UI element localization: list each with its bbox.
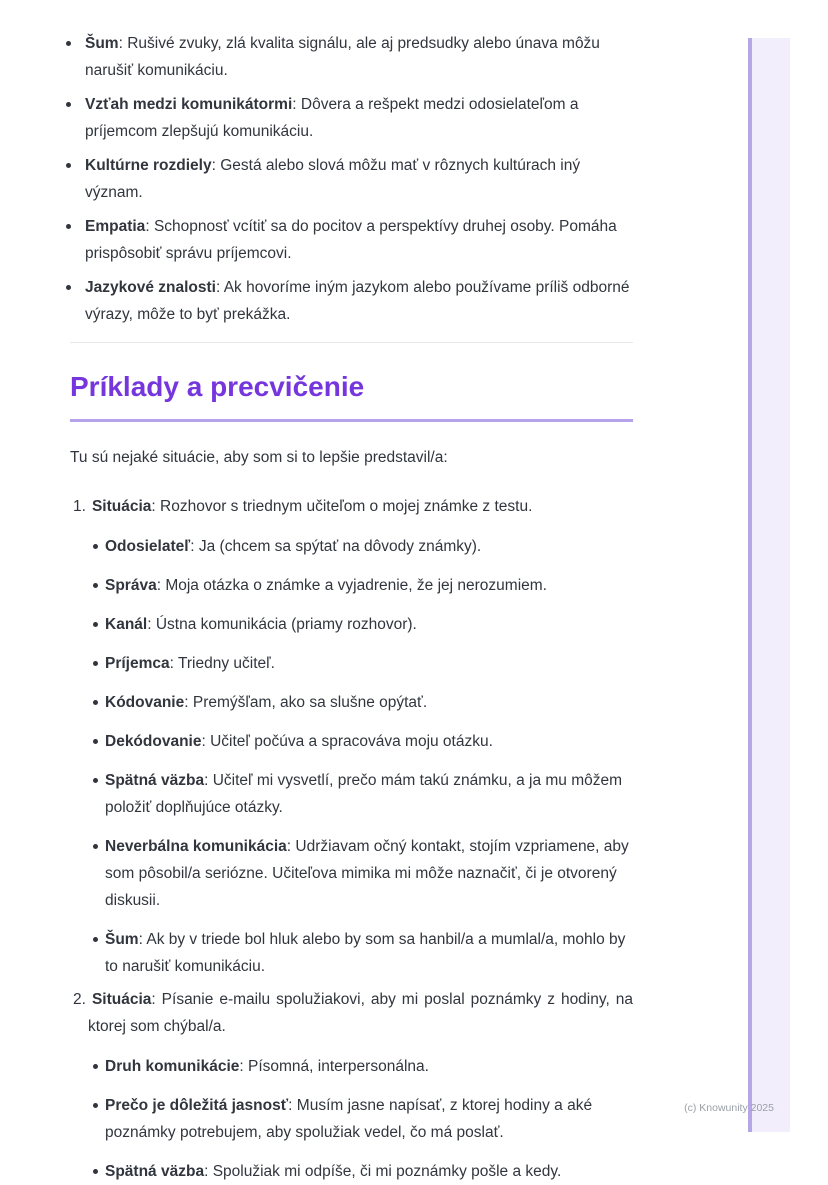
situation-number: 1. xyxy=(73,498,86,515)
term-label: Spätná väzba xyxy=(105,1163,205,1180)
term-label: Kódovanie xyxy=(105,694,185,711)
item-text: Triedny učiteľ. xyxy=(177,655,275,672)
situation-text: Písanie e-mailu spolužiakovi, aby mi poslal poznámky z hodiny, na ktorej som chýbal/a. xyxy=(88,991,633,1035)
term-label: Neverbálna komunikácia xyxy=(105,838,287,855)
situation-text: Rozhovor s triednym učiteľom o mojej známke z testu. xyxy=(160,498,533,515)
item-text: Písomná, interpersonálna. xyxy=(248,1058,429,1075)
item-text: Ak hovoríme iným jazykom alebo používame príliš odborné výrazy, môže to byť prekážka. xyxy=(85,279,630,323)
term-label: Jazykové znalosti xyxy=(85,279,216,296)
term-label: Empatia xyxy=(85,218,146,235)
scrollbar-thumb[interactable] xyxy=(748,38,752,1132)
situation-term: Situácia xyxy=(91,498,152,515)
item-text: Spolužiak mi odpíše, či mi poznámky pošle a kedy. xyxy=(212,1163,562,1180)
separator: : xyxy=(215,279,224,296)
separator: : xyxy=(201,733,211,750)
separator: : xyxy=(138,931,147,948)
term-label: Správa xyxy=(105,577,157,594)
situation-details-list xyxy=(70,533,633,980)
list-item xyxy=(70,213,633,267)
list-item xyxy=(70,650,633,677)
list-item xyxy=(70,767,633,821)
section-heading: Príklady a precvičenie xyxy=(70,369,633,422)
situation-2 xyxy=(70,986,633,1185)
item-text: Rušivé zvuky, zlá kvalita signálu, ale aj predsudky alebo únava môžu narušiť komunikáciu. xyxy=(85,35,600,79)
separator: : xyxy=(156,577,166,594)
item-text: Učiteľ mi vysvetlí, prečo mám takú známku, a ja mu môžem položiť doplňujúce otázky. xyxy=(105,772,623,816)
situation-head xyxy=(70,493,633,520)
section-divider xyxy=(70,342,633,343)
separator: : xyxy=(211,157,221,174)
item-text: Musím jasne napísať, z ktorej hodiny a aké poznámky potrebujem, aby spolužiak vedel, čo má poslať. xyxy=(105,1097,593,1141)
separator: : xyxy=(145,218,154,235)
term-label: Príjemca xyxy=(105,655,170,672)
item-text: Gestá alebo slová môžu mať v rôznych kultúrach iný význam. xyxy=(85,157,581,201)
situation-1 xyxy=(70,493,633,980)
separator: : xyxy=(147,616,156,633)
list-item xyxy=(70,533,633,560)
factors-list xyxy=(70,30,633,328)
list-item xyxy=(70,1092,633,1146)
list-item xyxy=(70,1158,633,1185)
item-text: Moja otázka o známke a vyjadrenie, že jej nerozumiem. xyxy=(165,577,547,594)
list-item xyxy=(70,152,633,206)
item-text: Udržiavam očný kontakt, stojím vzpriamene, aby som pôsobil/a seriózne. Učiteľova mimika mi môže naznačiť, či je otvorený diskusii. xyxy=(105,838,629,909)
situation-number: 2. xyxy=(73,991,86,1008)
list-item xyxy=(70,611,633,638)
item-text: Ja (chcem sa spýtať na dôvody známky). xyxy=(198,538,482,555)
situation-head xyxy=(70,986,633,1040)
separator: : xyxy=(169,655,178,672)
list-item xyxy=(70,1053,633,1080)
scrollbar-track[interactable] xyxy=(752,38,790,1132)
situation-term: Situácia xyxy=(91,991,152,1008)
item-text: Učiteľ počúva a spracováva moju otázku. xyxy=(210,733,493,750)
separator: : xyxy=(286,838,296,855)
term-label: Šum xyxy=(85,35,119,52)
item-text: Dôvera a rešpekt medzi odosielateľom a príjemcom zlepšujú komunikáciu. xyxy=(85,96,579,140)
list-item xyxy=(70,728,633,755)
intro-paragraph: Tu sú nejaké situácie, aby som si to lepšie predstavil/a: xyxy=(70,449,448,466)
separator: : xyxy=(151,498,161,515)
separator: : xyxy=(239,1058,248,1075)
term-label: Dekódovanie xyxy=(105,733,202,750)
separator: : xyxy=(118,35,128,52)
copyright-notice: (c) Knowunity 2025 xyxy=(684,1102,774,1114)
separator: : xyxy=(204,1163,213,1180)
list-item xyxy=(70,274,633,328)
separator: : xyxy=(190,538,199,555)
separator: : xyxy=(204,772,213,789)
content-column xyxy=(70,30,633,1185)
item-text: Schopnosť vcítiť sa do pocitov a perspektívy druhej osoby. Pomáha prispôsobiť správu príjemcovi. xyxy=(85,218,617,262)
separator: : xyxy=(184,694,193,711)
term-label: Prečo je dôležitá jasnosť xyxy=(105,1097,289,1114)
term-label: Kultúrne rozdiely xyxy=(85,157,212,174)
item-text: Premýšľam, ako sa slušne opýtať. xyxy=(192,694,428,711)
list-item xyxy=(70,926,633,980)
item-text: Ústna komunikácia (priamy rozhovor). xyxy=(155,616,417,633)
list-item xyxy=(70,30,633,84)
separator: : xyxy=(288,1097,297,1114)
list-item xyxy=(70,572,633,599)
term-label: Spätná väzba xyxy=(105,772,205,789)
term-label: Odosielateľ xyxy=(105,538,191,555)
list-item xyxy=(70,833,633,914)
list-item xyxy=(70,91,633,145)
term-label: Vzťah medzi komunikátormi xyxy=(85,96,293,113)
separator: : xyxy=(292,96,301,113)
item-text: Ak by v triede bol hluk alebo by som sa hanbil/a a mumlal/a, mohlo by to narušiť komunikáciu. xyxy=(105,931,626,975)
separator: : xyxy=(151,991,162,1008)
term-label: Šum xyxy=(105,931,139,948)
list-item xyxy=(70,689,633,716)
situation-details-list xyxy=(70,1053,633,1185)
term-label: Druh komunikácie xyxy=(105,1058,240,1075)
term-label: Kanál xyxy=(105,616,148,633)
